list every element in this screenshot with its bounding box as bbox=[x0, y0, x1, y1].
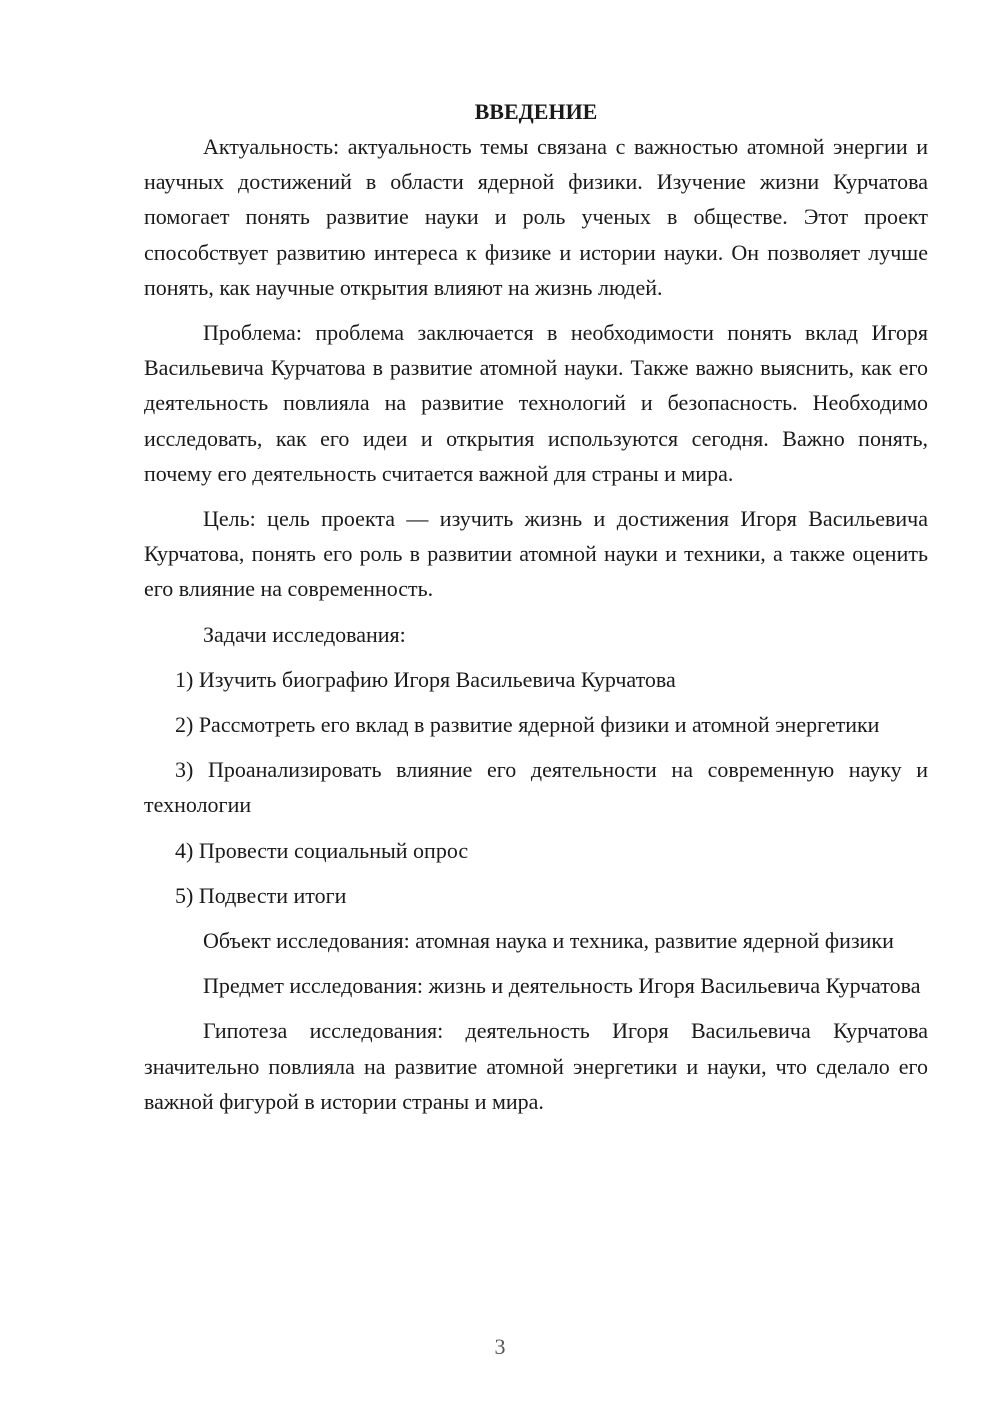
problem-paragraph: Проблема: проблема заключается в необходимости понять вклад Игоря Васильевича Курчатова в развитие атомной науки. Также важно выяснить, как его деятельность повлияла на развитие технологий и безопасность. Необходимо исследовать, как его идеи и открытия используются сегодня. Важно понять, почему его деятельность считается важной для страны и мира. bbox=[144, 320, 928, 486]
tasks-title: Задачи исследования: bbox=[203, 621, 406, 647]
task-item: 2) Рассмотреть его вклад в развитие ядерной физики и атомной энергетики bbox=[175, 712, 880, 738]
section-heading: ВВЕДЕНИЕ bbox=[474, 99, 598, 124]
goal-paragraph: Цель: цель проекта — изучить жизнь и достижения Игоря Васильевича Курчатова, понять его роль в развитии атомной науки и техники, а также оценить его влияние на современность. bbox=[144, 506, 928, 602]
task-item: 5) Подвести итоги bbox=[175, 882, 347, 908]
page-number: 3 bbox=[494, 1334, 506, 1359]
relevance-paragraph: Актуальность: актуальность темы связана с важностью атомной энергии и научных достижений в области ядерной физики. Изучение жизни Курчатова помогает понять развитие науки и роль ученых в обществе. Этот проект способствует развитию интереса к физике и истории науки. Он позволяет лучше понять, как научные открытия влияют на жизнь людей. bbox=[144, 134, 928, 300]
subject-paragraph: Предмет исследования: жизнь и деятельность Игоря Васильевича Курчатова bbox=[203, 973, 921, 999]
task-item: 1) Изучить биографию Игоря Васильевича Курчатова bbox=[175, 666, 676, 692]
task-item: 3) Проанализировать влияние его деятельности на современную науку и технологии bbox=[144, 757, 928, 818]
object-paragraph: Объект исследования: атомная наука и техника, развитие ядерной физики bbox=[203, 928, 894, 954]
document-page bbox=[144, 94, 928, 1129]
hypothesis-paragraph: Гипотеза исследования: деятельность Игоря Васильевича Курчатова значительно повлияла на развитие атомной энергетики и науки, что сделало его важной фигурой в истории страны и мира. bbox=[144, 1018, 928, 1114]
task-item: 4) Провести социальный опрос bbox=[175, 837, 469, 863]
